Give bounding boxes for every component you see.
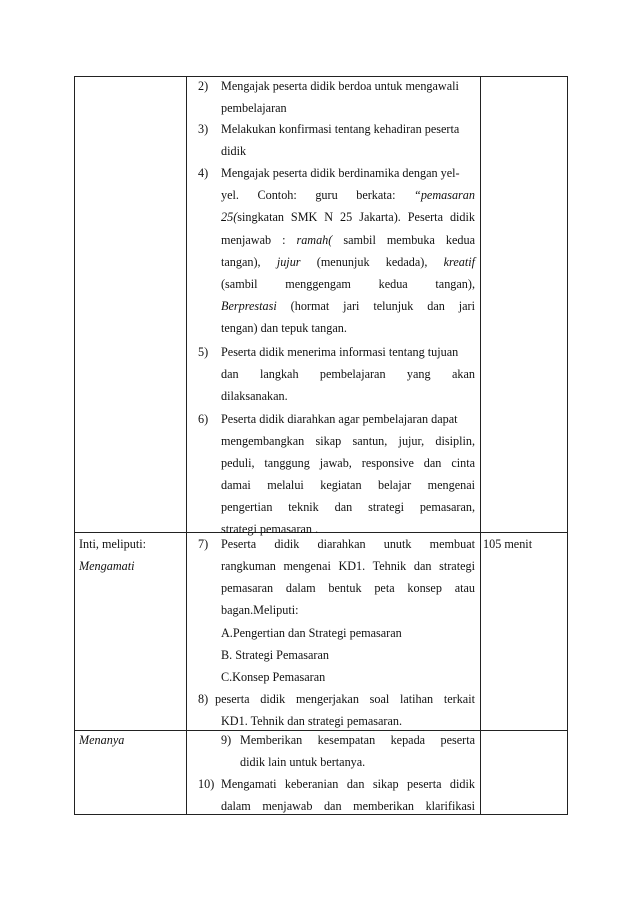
item-line: strategi pemasaran . bbox=[221, 522, 319, 536]
item-number: 7) bbox=[198, 537, 209, 551]
item-line: tengan) dan tepuk tangan. bbox=[221, 321, 347, 335]
item-line: A.Pengertian dan Strategi pemasaran bbox=[221, 626, 402, 640]
item-line: mengembangkan sikap santun, jujur, disiplin, bbox=[221, 434, 475, 448]
activity-label: Mengamati bbox=[79, 559, 135, 573]
item-line: Berprestasi (hormat jari telunjuk dan jari bbox=[221, 299, 475, 313]
item-line: dan langkah pembelajaran yang akan bbox=[221, 367, 475, 381]
phase-label: Inti, meliputi: bbox=[79, 537, 147, 551]
item-line: peduli, tanggung jawab, responsive dan cinta bbox=[221, 456, 475, 470]
item-number: 2) bbox=[198, 79, 209, 93]
item-line: didik lain untuk bertanya. bbox=[240, 755, 366, 769]
item-number: 9) bbox=[221, 733, 232, 747]
item-number: 8) bbox=[198, 692, 209, 706]
item-line: bagan.Meliputi: bbox=[221, 603, 299, 617]
item-number: 3) bbox=[198, 122, 209, 136]
time-allocation: 105 menit bbox=[483, 537, 533, 551]
item-line: C.Konsep Pemasaran bbox=[221, 670, 326, 684]
item-line: tangan), jujur (menunjuk kedada), kreatif bbox=[221, 255, 476, 269]
item-line: yel. Contoh: guru berkata: “pemasaran bbox=[221, 188, 475, 202]
item-line: KD1. Tehnik dan strategi pemasaran. bbox=[221, 714, 403, 728]
item-line: (sambil menggengam kedua tangan), bbox=[221, 277, 475, 291]
item-line: Peserta didik diarahkan unutk membuat bbox=[221, 537, 475, 551]
activity-label: Menanya bbox=[79, 733, 125, 747]
item-line: Melakukan konfirmasi tentang kehadiran peserta bbox=[221, 122, 460, 136]
item-line: Peserta didik diarahkan agar pembelajaran dapat bbox=[221, 412, 458, 426]
item-number: 5) bbox=[198, 345, 209, 359]
row-divider bbox=[75, 532, 567, 533]
item-line: Mengamati keberanian dan sikap peserta didik bbox=[221, 777, 475, 791]
item-line: Memberikan kesempatan kepada peserta bbox=[240, 733, 475, 747]
item-line: pembelajaran bbox=[221, 101, 287, 115]
item-line: Mengajak peserta didik berdinamika dengan yel- bbox=[221, 166, 460, 180]
item-number: 4) bbox=[198, 166, 209, 180]
item-line: 25(singkatan SMK N 25 Jakarta). Peserta didik bbox=[221, 210, 475, 224]
column-divider bbox=[480, 77, 481, 814]
item-line: pengertian teknik dan strategi pemasaran, bbox=[221, 500, 475, 514]
item-line: menjawab : ramah( sambil membuka kedua bbox=[221, 233, 475, 247]
item-number: 10) bbox=[198, 777, 215, 791]
item-line: pemasaran dalam bentuk peta konsep atau bbox=[221, 581, 475, 595]
item-line: Mengajak peserta didik berdoa untuk mengawali bbox=[221, 79, 459, 93]
item-line: Peserta didik menerima informasi tentang tujuan bbox=[221, 345, 459, 359]
item-line: B. Strategi Pemasaran bbox=[221, 648, 329, 662]
item-line: damai melalui kegiatan belajar mengenai bbox=[221, 478, 475, 492]
item-line: rangkuman mengenai KD1. Tehnik dan strategi bbox=[221, 559, 475, 573]
item-line: didik bbox=[221, 144, 247, 158]
item-line: peserta didik mengerjakan soal latihan terkait bbox=[215, 692, 475, 706]
column-divider bbox=[186, 77, 187, 814]
item-line: dilaksanakan. bbox=[221, 389, 288, 403]
item-number: 6) bbox=[198, 412, 209, 426]
item-line: dalam menjawab dan memberikan klarifikasi bbox=[221, 799, 475, 813]
